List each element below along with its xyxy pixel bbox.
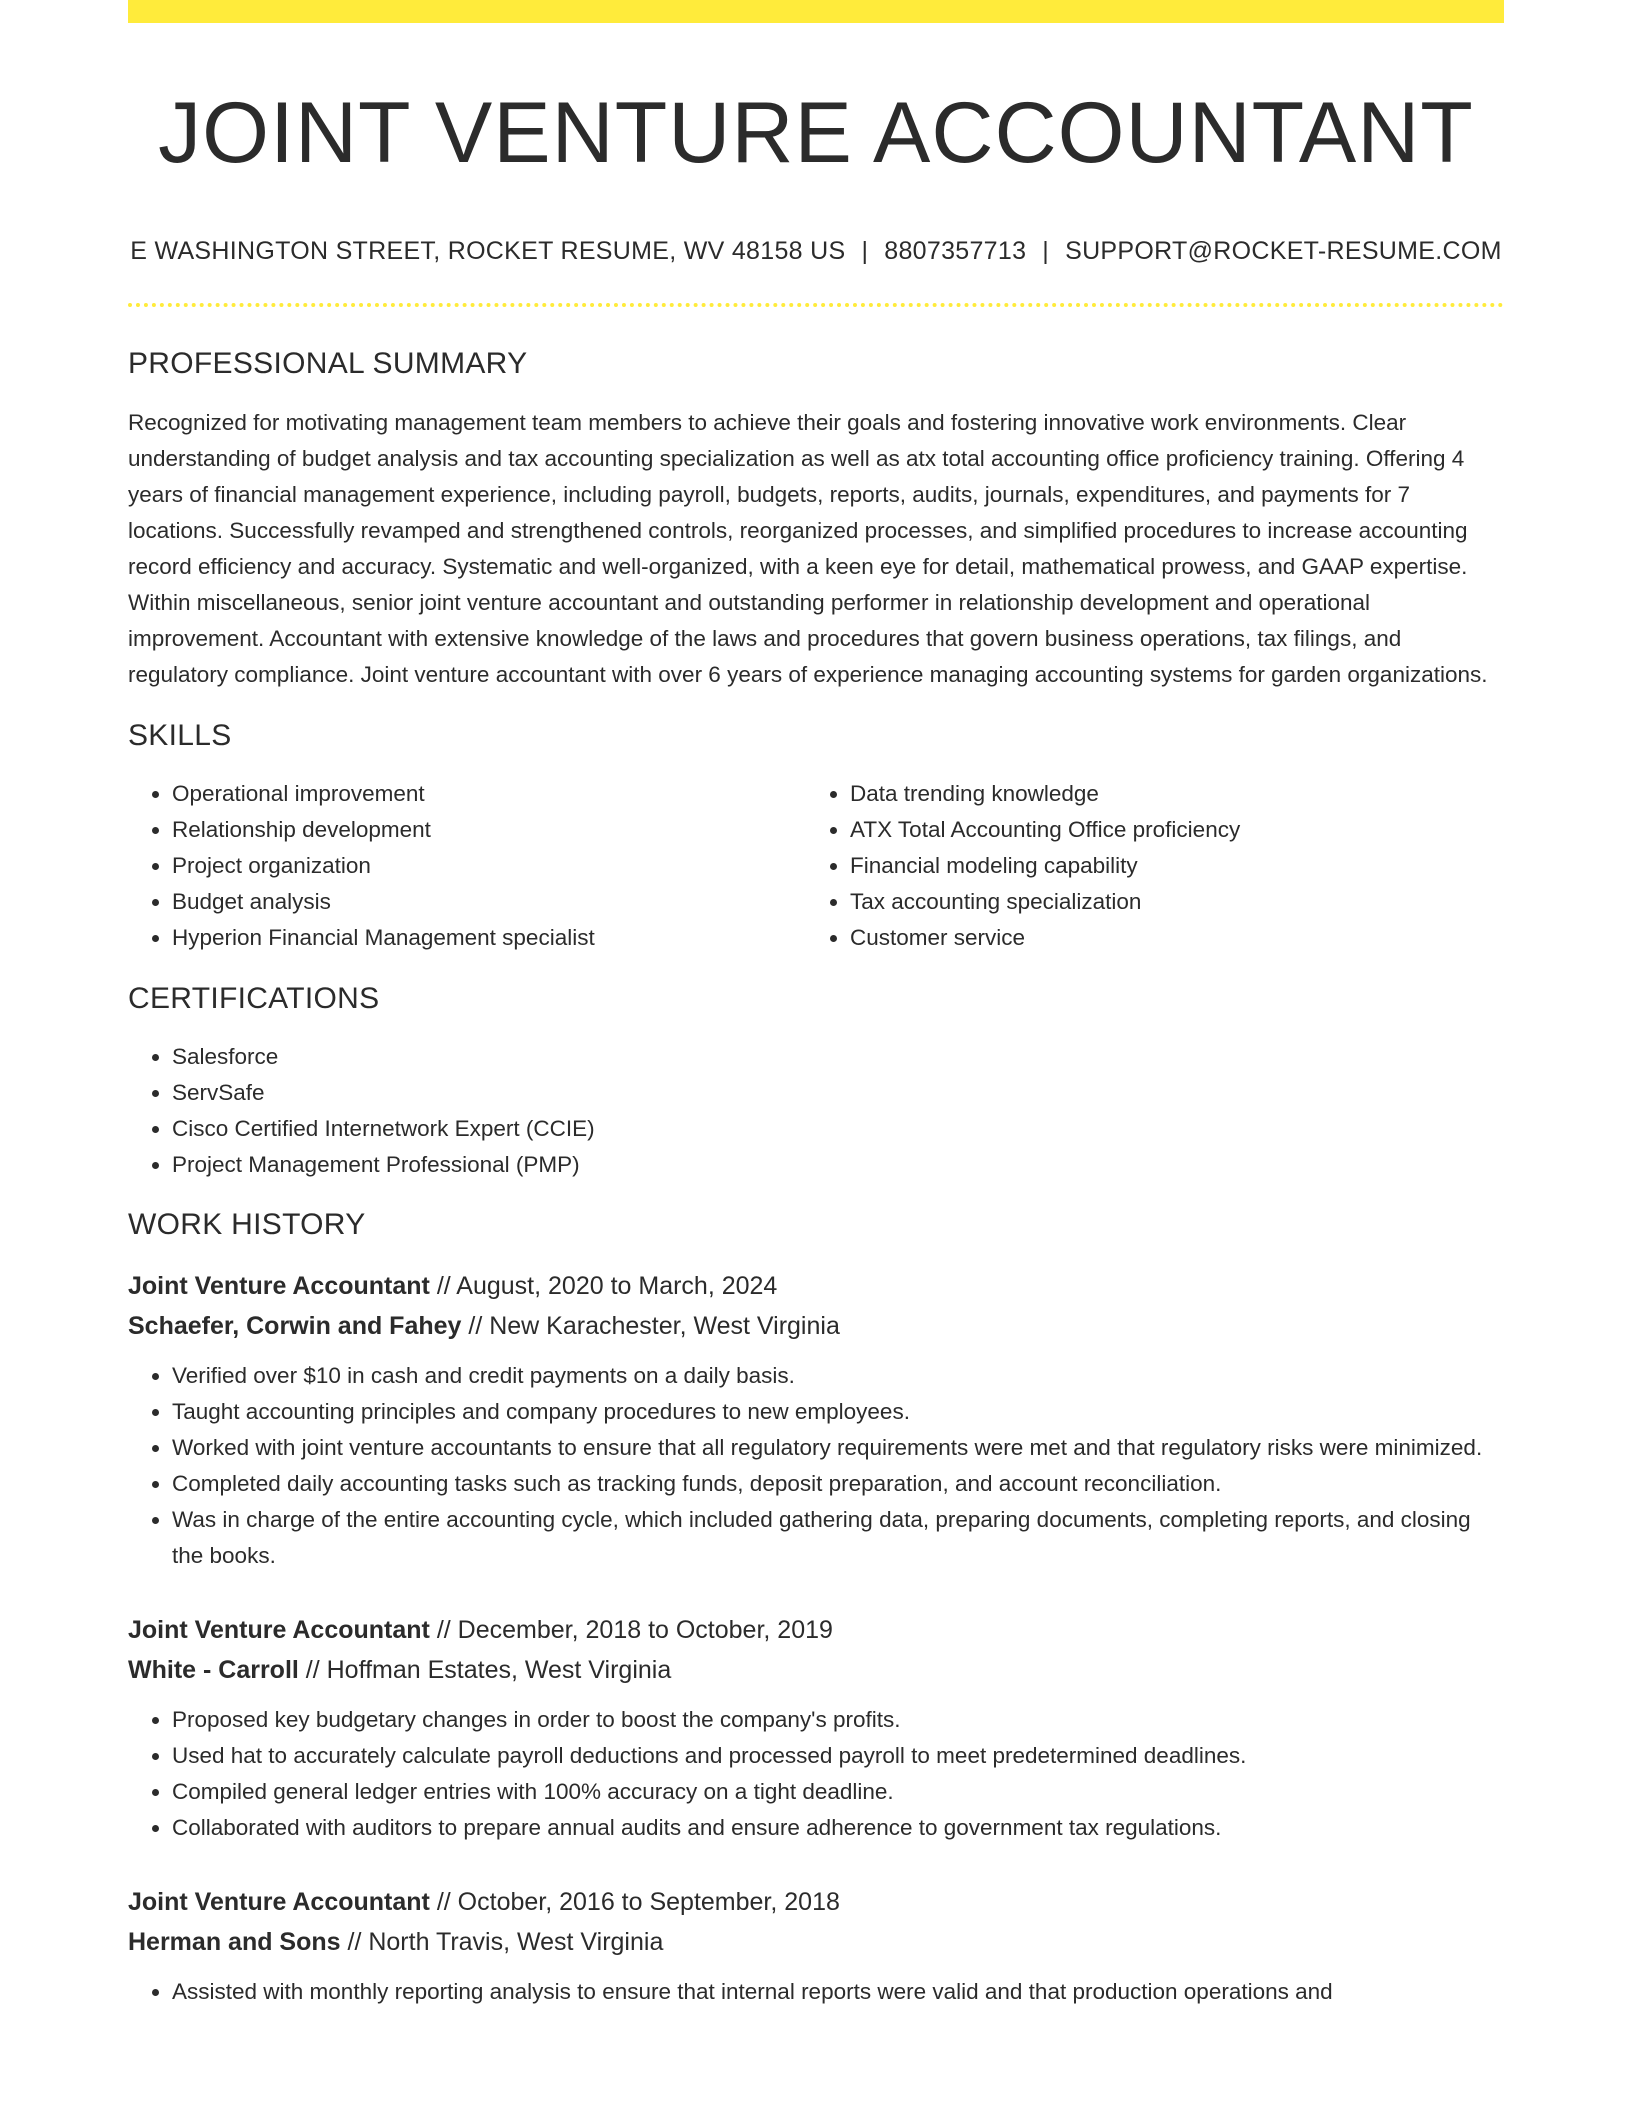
job-duty: • Was in charge of the entire accounting cycle, which included gathering data, preparing documents, completing reports, and closing the books.: [172, 1502, 1504, 1574]
certification-item: • Salesforce: [172, 1039, 1504, 1075]
skill-item: • Data trending knowledge: [850, 776, 1484, 812]
contact-separator: |: [1042, 237, 1050, 265]
job-duty: • Proposed key budgetary changes in order to boost the company's profits.: [172, 1702, 1504, 1738]
skills-column-left: [128, 776, 806, 956]
job-duties-list: [128, 1974, 1504, 2010]
certification-item: • Cisco Certified Internetwork Expert (CCIE): [172, 1111, 1504, 1147]
job-title-line: [128, 1882, 1504, 1922]
summary-text: Recognized for motivating management team members to achieve their goals and fostering innovative work environments. Clear understanding of budget analysis and tax accounting specialization as well as atx total accounting office proficiency training. Offering 4 years of financial management experience, including payroll, budgets, reports, audits, journals, expenditures, and payments for 7 locations. Successfully revamped and strengthened controls, reorganized processes, and simplified procedures to increase accounting record efficiency and accuracy. Systematic and well-organized, with a keen eye for detail, mathematical prowess, and GAAP expertise. Within miscellaneous, senior joint venture accountant and outstanding performer in relationship development and operational improvement. Accountant with extensive knowledge of the laws and procedures that govern business operations, tax filings, and regulatory compliance. Joint venture accountant with over 6 years of experience managing accounting systems for garden organizations.: [128, 410, 1488, 687]
job-location: // North Travis, West Virginia: [340, 1928, 664, 1956]
contact-address: E WASHINGTON STREET, ROCKET RESUME, WV 48158 US: [130, 237, 846, 265]
skills-column-right: [806, 776, 1484, 956]
skills-heading: SKILLS: [128, 719, 232, 752]
job-company: Herman and Sons: [128, 1928, 341, 1956]
job-duty: • Assisted with monthly reporting analysis to ensure that internal reports were valid and that production operations and: [172, 1974, 1504, 2010]
job-entry: [128, 1610, 1504, 1846]
job-duty: • Completed daily accounting tasks such as tracking funds, deposit preparation, and account reconciliation.: [172, 1466, 1504, 1502]
summary-heading: PROFESSIONAL SUMMARY: [128, 347, 528, 380]
job-title: Joint Venture Accountant: [128, 1616, 430, 1644]
job-dates: // December, 2018 to October, 2019: [429, 1616, 833, 1644]
certifications-heading: CERTIFICATIONS: [128, 982, 380, 1015]
job-duties-list: [128, 1702, 1504, 1846]
job-company: White - Carroll: [128, 1656, 299, 1684]
job-company-line: [128, 1306, 1504, 1346]
job-title: Joint Venture Accountant: [128, 1888, 430, 1916]
skill-item: • Operational improvement: [172, 776, 806, 812]
job-company: Schaefer, Corwin and Fahey: [128, 1312, 462, 1340]
job-duty: • Verified over $10 in cash and credit payments on a daily basis.: [172, 1358, 1504, 1394]
skill-item: • Budget analysis: [172, 884, 806, 920]
certification-item: • Project Management Professional (PMP): [172, 1147, 1504, 1183]
job-dates: // August, 2020 to March, 2024: [429, 1272, 778, 1300]
job-entry: [128, 1266, 1504, 1574]
dotted-divider: [128, 303, 1504, 307]
job-title: Joint Venture Accountant: [128, 1272, 430, 1300]
accent-top-bar: [128, 0, 1504, 23]
resume-page: [128, 0, 1504, 2112]
job-dates: // October, 2016 to September, 2018: [429, 1888, 840, 1916]
contact-email: SUPPORT@ROCKET-RESUME.COM: [1065, 237, 1502, 265]
skill-item: • Relationship development: [172, 812, 806, 848]
job-duty: • Taught accounting principles and company procedures to new employees.: [172, 1394, 1504, 1430]
certifications-list: [128, 1039, 1504, 1183]
work-history-heading: WORK HISTORY: [128, 1208, 366, 1241]
job-title-line: [128, 1610, 1504, 1650]
job-duty: • Compiled general ledger entries with 100% accuracy on a tight deadline.: [172, 1774, 1504, 1810]
job-duty: • Used hat to accurately calculate payroll deductions and processed payroll to meet predetermined deadlines.: [172, 1738, 1504, 1774]
resume-title: JOINT VENTURE ACCOUNTANT: [158, 85, 1474, 181]
job-entry: [128, 1882, 1504, 2010]
skill-item: • Financial modeling capability: [850, 848, 1484, 884]
job-duty: • Collaborated with auditors to prepare annual audits and ensure adherence to government tax regulations.: [172, 1810, 1504, 1846]
contact-line: [128, 236, 1504, 266]
skill-item: • Hyperion Financial Management specialist: [172, 920, 806, 956]
skill-item: • ATX Total Accounting Office proficiency: [850, 812, 1484, 848]
certification-item: • ServSafe: [172, 1075, 1504, 1111]
skills-grid: [128, 776, 1504, 956]
contact-phone: 8807357713: [884, 237, 1027, 265]
skills-list-left: [128, 776, 806, 956]
job-title-line: [128, 1266, 1504, 1306]
job-location: // Hoffman Estates, West Virginia: [298, 1656, 672, 1684]
job-duty: • Worked with joint venture accountants to ensure that all regulatory requirements were met and that regulatory risks were minimized.: [172, 1430, 1504, 1466]
skill-item: • Project organization: [172, 848, 806, 884]
job-location: // New Karachester, West Virginia: [461, 1312, 840, 1340]
job-duties-list: [128, 1358, 1504, 1574]
job-company-line: [128, 1922, 1504, 1962]
contact-separator: |: [861, 237, 869, 265]
job-company-line: [128, 1650, 1504, 1690]
skills-list-right: [806, 776, 1484, 956]
skill-item: • Customer service: [850, 920, 1484, 956]
skill-item: • Tax accounting specialization: [850, 884, 1484, 920]
